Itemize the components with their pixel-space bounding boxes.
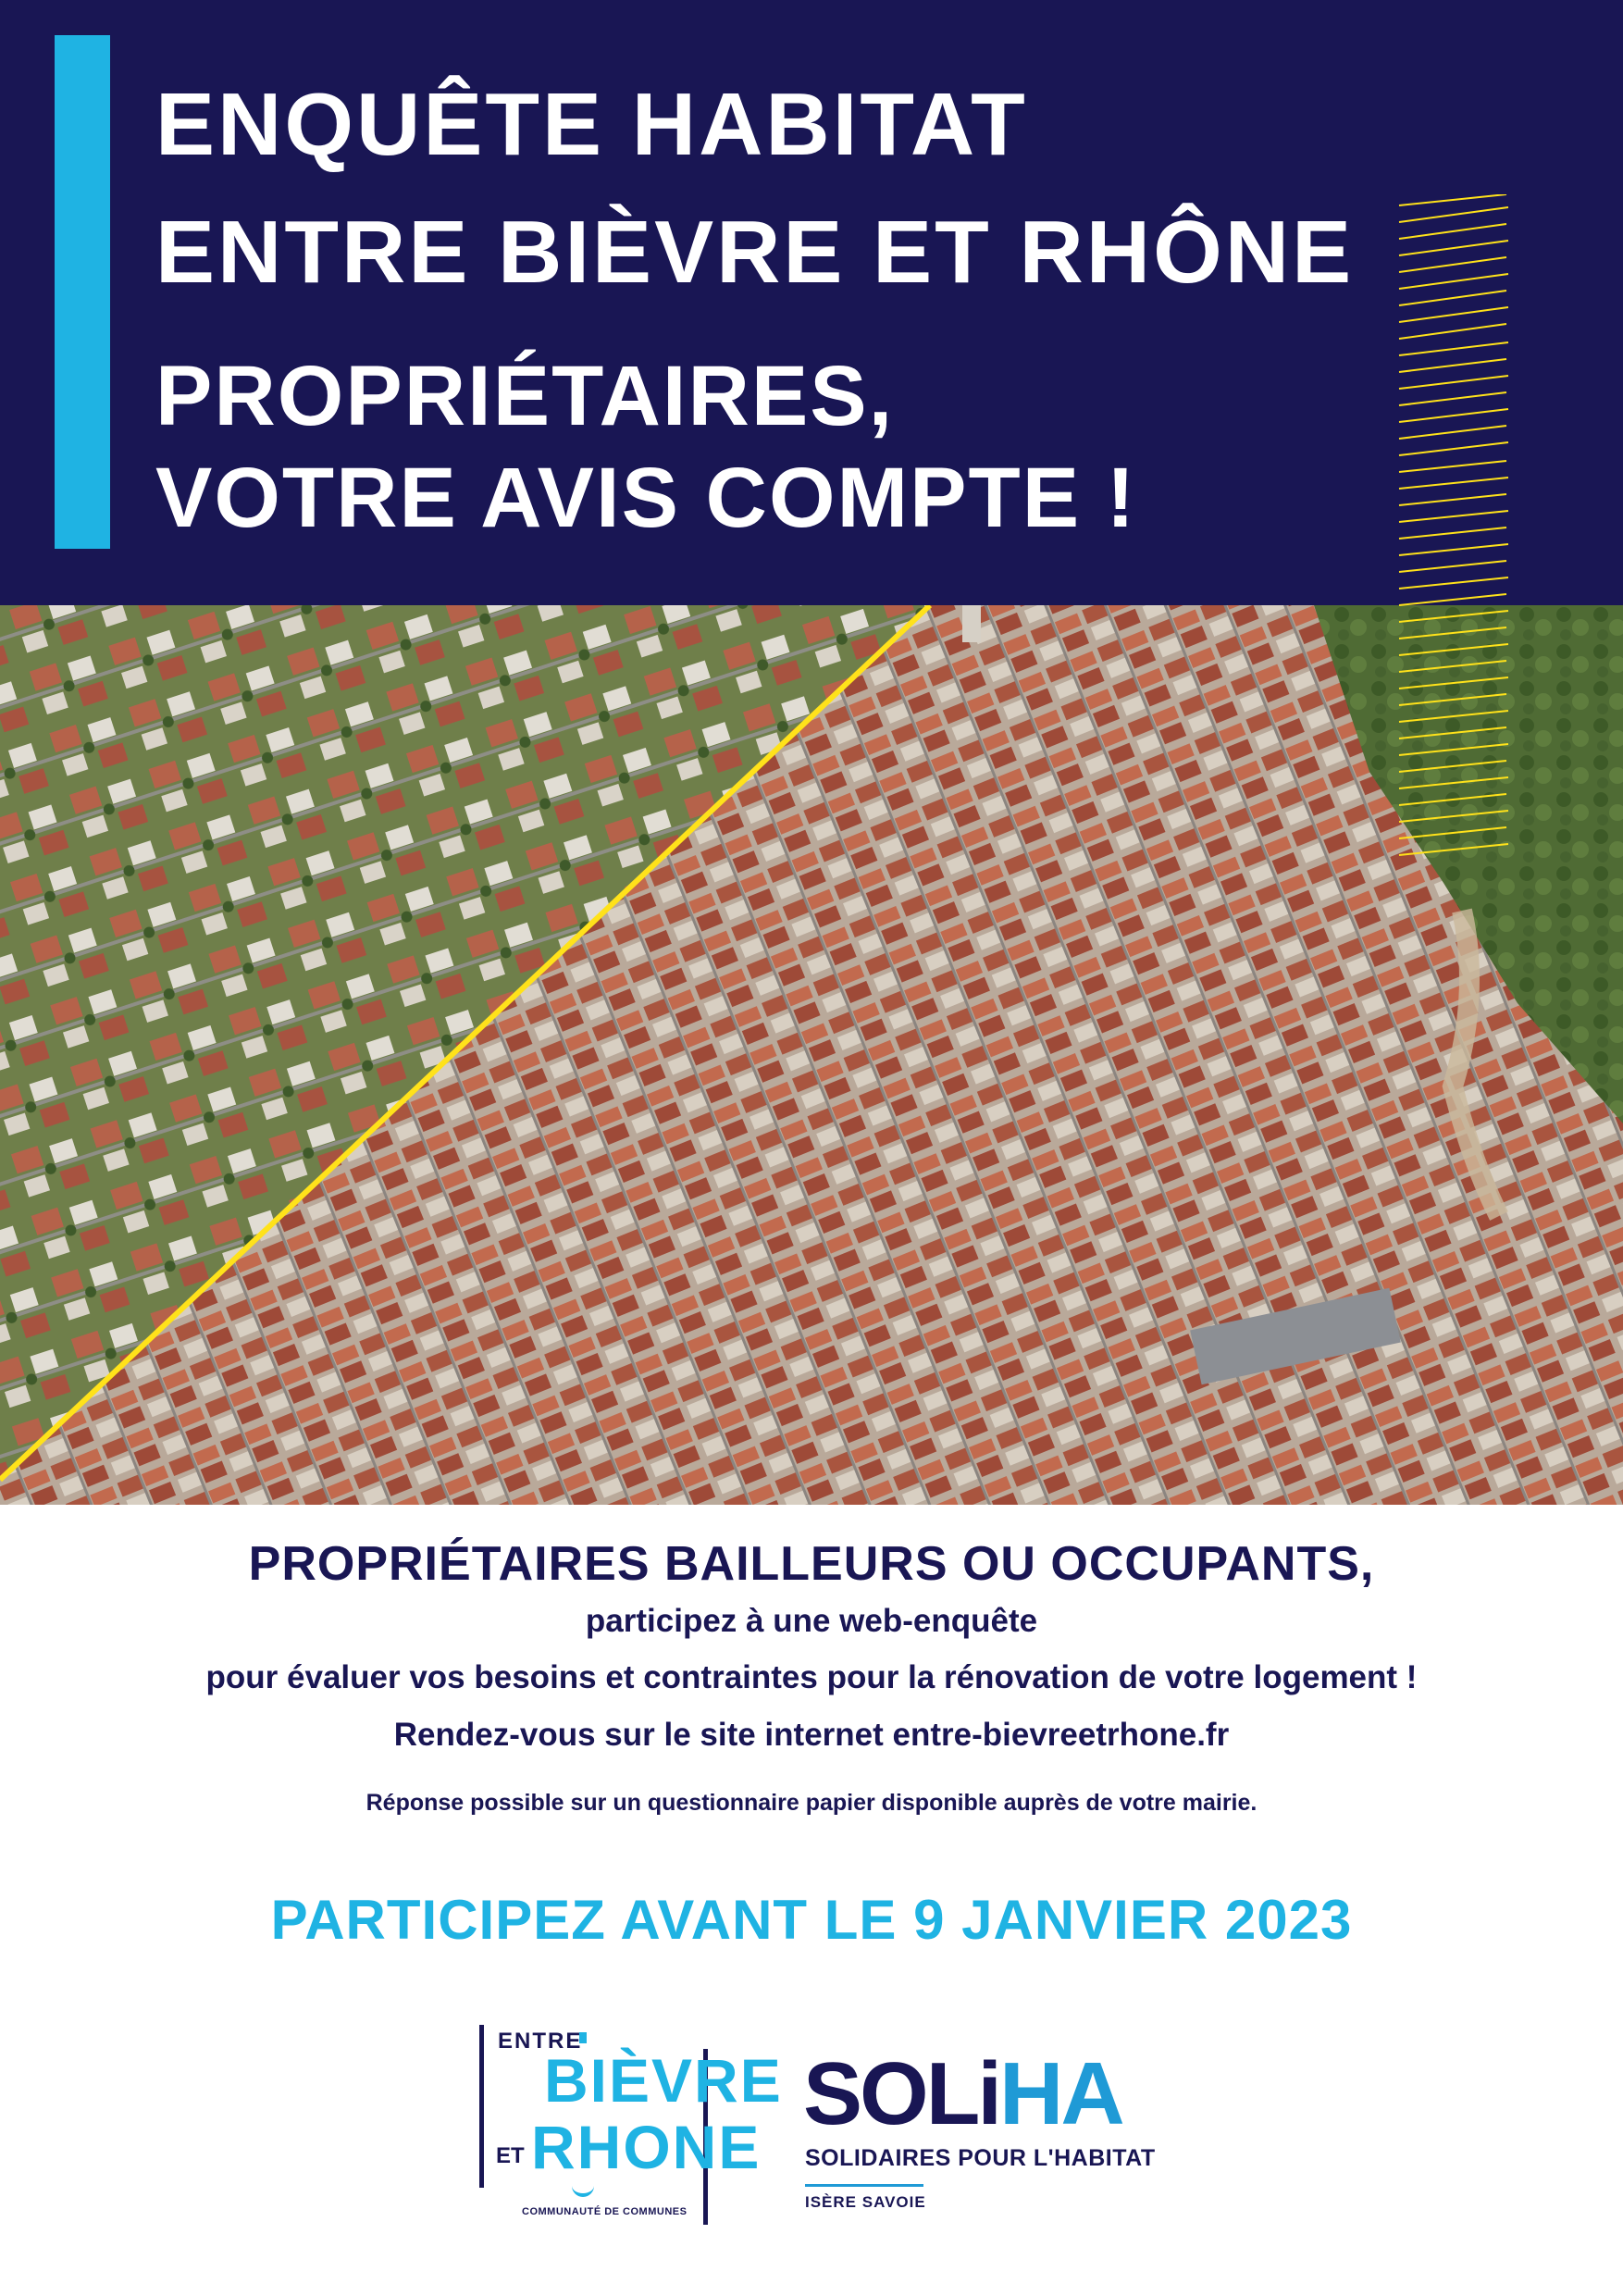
logo-word-rhone: RHONE xyxy=(531,2113,762,2181)
aerial-photo-illustration xyxy=(0,605,1623,1505)
entre-bievre-et-rhone-logo xyxy=(470,2025,783,2238)
logo-smile-mark xyxy=(572,2184,594,2197)
subtitle-line-1: PROPRIÉTAIRES, xyxy=(155,349,895,443)
logo-word-bievre: BIÈVRE xyxy=(544,2046,783,2115)
soliha-tagline: SOLIDAIRES POUR L'HABITAT xyxy=(805,2145,1156,2171)
deadline-callout: PARTICIPEZ AVANT LE 9 JANVIER 2023 xyxy=(270,1889,1353,1951)
logo-bar-left xyxy=(479,2025,484,2188)
aerial-town-photo xyxy=(0,605,1623,1505)
title-line-1: ENQUÊTE HABITAT xyxy=(155,75,1028,174)
soliha-region: ISÈRE SAVOIE xyxy=(805,2193,926,2211)
title-line-2: ENTRE BIÈVRE ET RHÔNE xyxy=(155,203,1355,302)
accent-bar xyxy=(55,35,110,549)
yellow-hatch-decoration xyxy=(1397,194,1513,861)
body-line-1: participez à une web-enquête xyxy=(585,1603,1038,1639)
body-line-2: pour évaluer vos besoins et contraintes pour la rénovation de votre logement ! xyxy=(205,1659,1418,1695)
soliha-wordmark-blue: HA xyxy=(999,2044,1122,2143)
website-line: Rendez-vous sur le site internet entre-bievreetrhone.fr xyxy=(393,1717,1230,1753)
logo-word-et: ET xyxy=(496,2143,525,2168)
header-band xyxy=(0,0,1623,605)
lead-heading: PROPRIÉTAIRES BAILLEURS OU OCCUPANTS, xyxy=(248,1537,1375,1591)
paper-questionnaire-note: Réponse possible sur un questionnaire papier disponible auprès de votre mairie. xyxy=(365,1790,1258,1816)
logo-caption: COMMUNAUTÉ DE COMMUNES xyxy=(522,2206,688,2217)
soliha-divider xyxy=(805,2184,923,2187)
soliha-logo xyxy=(803,2044,1173,2211)
logo-word-entre: ENTRE xyxy=(498,2029,583,2054)
soliha-wordmark-dark: SOLi xyxy=(803,2044,1000,2143)
subtitle-line-2: VOTRE AVIS COMPTE ! xyxy=(155,451,1137,545)
soliha-wordmark xyxy=(803,2043,1122,2145)
